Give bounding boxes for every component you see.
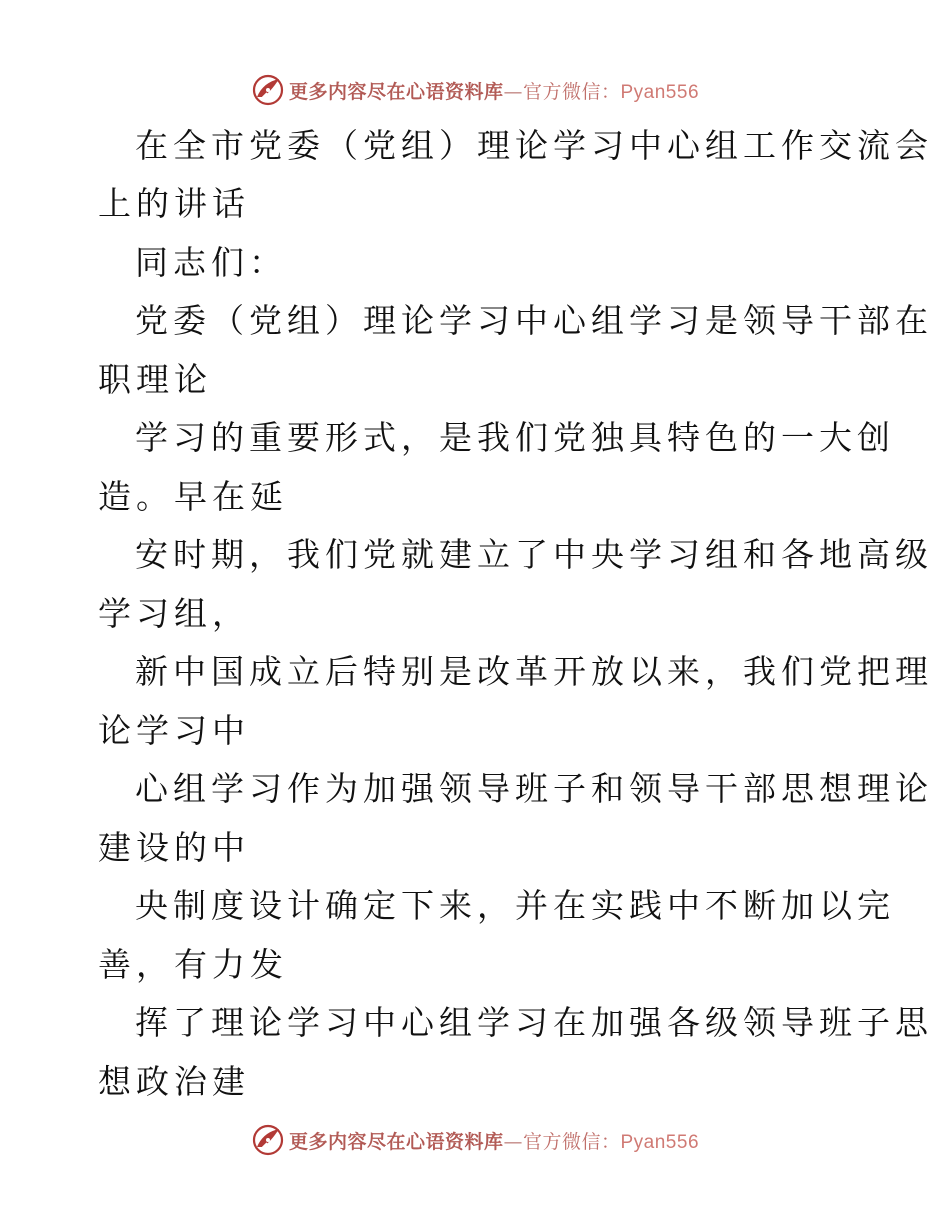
watermark-wechat-id: Pyan556 xyxy=(620,81,700,103)
watermark-text xyxy=(289,77,699,104)
text-line: 新中国成立后特别是改革开放以来，我们党把理 xyxy=(135,652,933,691)
text-line: 挥了理论学习中心组学习在加强各级领导班子思 xyxy=(135,1003,933,1042)
text-line: 善，有力发 xyxy=(98,945,288,984)
text-line: 在全市党委（党组）理论学习中心组工作交流会 xyxy=(135,126,933,165)
watermark-text xyxy=(289,1127,699,1154)
text-line: 央制度设计确定下来，并在实践中不断加以完 xyxy=(135,886,895,925)
watermark-separator: — xyxy=(503,1130,523,1153)
watermark-brand: 更多内容尽在心语资料库 xyxy=(288,80,504,103)
text-line: 论学习中 xyxy=(98,711,250,750)
header-watermark xyxy=(0,70,950,110)
pen-nib-logo-icon xyxy=(251,1123,285,1157)
text-line: 上的讲话 xyxy=(98,184,250,223)
footer-watermark xyxy=(0,1120,950,1160)
text-line: 想政治建 xyxy=(98,1062,250,1101)
text-line: 心组学习作为加强领导班子和领导干部思想理论 xyxy=(135,769,933,808)
text-line: 职理论 xyxy=(98,360,212,399)
pen-nib-logo-icon xyxy=(251,73,285,107)
watermark-wechat-id: Pyan556 xyxy=(620,1131,700,1153)
watermark-wechat-label: 官方微信： xyxy=(522,1130,621,1153)
watermark-wechat-label: 官方微信： xyxy=(522,80,621,103)
text-line: 同志们： xyxy=(135,243,287,282)
text-line: 学习的重要形式，是我们党独具特色的一大创 xyxy=(135,418,895,457)
text-line: 安时期，我们党就建立了中央学习组和各地高级 xyxy=(135,535,933,574)
watermark-brand: 更多内容尽在心语资料库 xyxy=(288,1130,504,1153)
text-line: 党委（党组）理论学习中心组学习是领导干部在 xyxy=(135,301,933,340)
text-line: 学习组， xyxy=(98,594,250,633)
watermark-separator: — xyxy=(503,80,523,103)
text-line: 建设的中 xyxy=(98,828,250,867)
text-line: 造。早在延 xyxy=(98,477,288,516)
